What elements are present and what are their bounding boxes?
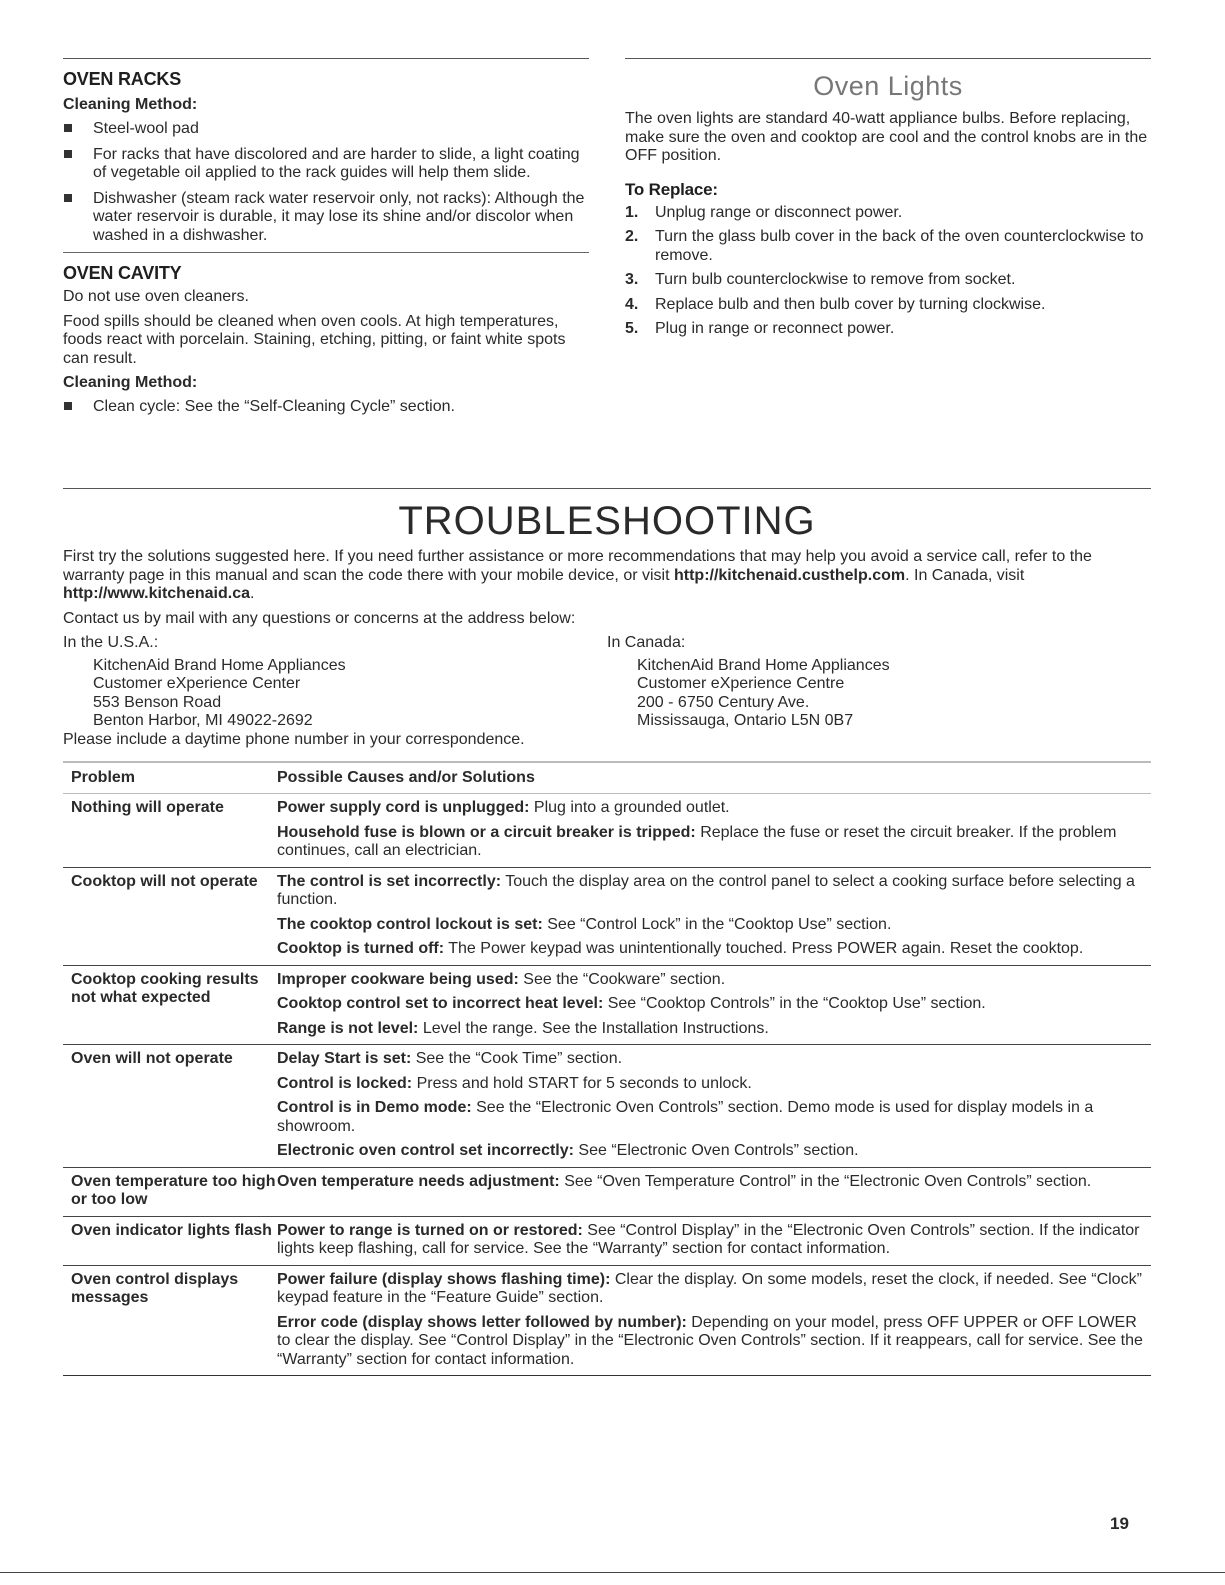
cause-label: Cooktop control set to incorrect heat level: xyxy=(277,995,604,1012)
step-number: 3. xyxy=(625,271,639,288)
solutions-cell xyxy=(277,1216,1151,1265)
solution-item xyxy=(277,1173,1151,1192)
us-address-lines xyxy=(63,657,607,731)
solution-item xyxy=(277,1314,1151,1370)
address-line: Mississauga, Ontario L5N 0B7 xyxy=(637,712,854,729)
step-number: 5. xyxy=(625,320,639,337)
cause-label: Range is not level: xyxy=(277,1019,419,1037)
solution-item xyxy=(277,940,1151,959)
table-row xyxy=(63,1265,1151,1376)
cause-label: Household fuse is blown or a circuit breaker is tripped: xyxy=(277,823,696,841)
address-line: 553 Benson Road xyxy=(93,693,222,711)
solution-item xyxy=(277,1050,1151,1069)
square-bullet-icon xyxy=(64,402,72,410)
table-row xyxy=(63,867,1151,965)
address-line: Customer eXperience Center xyxy=(93,675,301,692)
table-row xyxy=(63,965,1151,1045)
address-line: 200 - 6750 Century Ave. xyxy=(637,693,810,711)
canada-address-label: In Canada: xyxy=(607,634,686,651)
solution-item xyxy=(277,873,1151,910)
solution-text: See “Control Lock” in the “Cooktop Use” section. xyxy=(542,915,892,933)
troubleshooting-table xyxy=(63,761,1151,1376)
solutions-column-header: Possible Causes and/or Solutions xyxy=(277,762,1151,794)
cause-label: Cooktop is turned off: xyxy=(277,940,445,957)
solution-text: Depending on your model, press OFF UPPER or OFF LOWER to clear the display. See “Control Display” in the “Electronic Oven Controls” section. If it reappears, call for service. See the “Warranty” section for contact information. xyxy=(277,1313,1143,1368)
table-row xyxy=(63,1045,1151,1168)
oven-lights-intro: The oven lights are standard 40-watt appliance bulbs. Before replacing, make sure the oven and cooktop are cool and the control knobs are in the OFF position. xyxy=(625,110,1148,164)
solution-item xyxy=(277,1222,1151,1259)
solutions-cell xyxy=(277,1045,1151,1168)
address-line: Customer eXperience Centre xyxy=(637,675,845,692)
to-replace-heading: To Replace: xyxy=(625,179,718,199)
canada-address-lines xyxy=(607,657,1151,731)
cause-label: The control is set incorrectly: xyxy=(277,872,502,890)
problem-cell: Oven control displays messages xyxy=(63,1265,277,1376)
table-row xyxy=(63,1167,1151,1216)
solutions-cell xyxy=(277,794,1151,868)
cause-label: Power supply cord is unplugged: xyxy=(277,799,530,816)
list-item xyxy=(63,120,589,139)
right-column xyxy=(625,58,1151,488)
cause-label: Control is in Demo mode: xyxy=(277,1099,472,1116)
support-link-us[interactable]: http://kitchenaid.custhelp.com xyxy=(673,566,906,584)
solution-text: See “Cooktop Controls” in the “Cooktop Use” section. xyxy=(603,995,986,1012)
problem-cell: Nothing will operate xyxy=(63,794,277,868)
cause-label: Improper cookware being used: xyxy=(277,970,519,988)
solution-text: Replace the fuse or reset the circuit breaker. If the problem continues, call an electrician. xyxy=(277,823,1117,859)
solutions-cell xyxy=(277,965,1151,1045)
solution-text: The Power keypad was unintentionally touched. Press POWER again. Reset the cooktop. xyxy=(444,940,1084,957)
oven-cavity-text: Do not use oven cleaners. xyxy=(63,288,249,305)
replace-steps xyxy=(625,204,1151,339)
oven-cavity-list xyxy=(63,398,589,417)
solution-text: See the “Cookware” section. xyxy=(518,970,726,988)
oven-lights-heading: Oven Lights xyxy=(813,71,963,101)
intro-text: . xyxy=(249,585,255,602)
oven-cavity-text: Food spills should be cleaned when oven cools. At high temperatures, foods react with porcelain. Staining, etching, pitting, or faint white spots can result. xyxy=(63,312,566,367)
list-item xyxy=(63,190,589,246)
cause-label: Electronic oven control set incorrectly: xyxy=(277,1142,574,1159)
troubleshooting-intro xyxy=(63,548,1151,604)
square-bullet-icon xyxy=(64,124,72,132)
list-item xyxy=(63,146,589,183)
step-item xyxy=(625,228,1151,265)
problem-cell: Oven temperature too high or too low xyxy=(63,1167,277,1216)
step-text: Unplug range or disconnect power. xyxy=(655,203,903,221)
solution-item xyxy=(277,995,1151,1014)
solution-text: See “Oven Temperature Control” in the “Electronic Oven Controls” section. xyxy=(559,1172,1092,1190)
step-number: 4. xyxy=(625,295,639,313)
page-number: 19 xyxy=(1110,1514,1129,1533)
step-number: 1. xyxy=(625,203,639,221)
phone-note: Please include a daytime phone number in your correspondence. xyxy=(63,730,525,748)
left-column xyxy=(63,58,589,488)
address-line: KitchenAid Brand Home Appliances xyxy=(93,656,346,674)
oven-racks-heading: OVEN RACKS xyxy=(63,69,182,89)
cause-label: Error code (display shows letter followed by number): xyxy=(277,1313,687,1331)
solution-text: See “Electronic Oven Controls” section. xyxy=(573,1142,859,1159)
solution-text: Touch the display area on the control panel to select a cooking surface before selecting a function. xyxy=(277,872,1135,908)
oven-racks-cleaning-label: Cleaning Method: xyxy=(63,96,198,113)
solution-text: Level the range. See the Installation Instructions. xyxy=(418,1019,769,1037)
solution-item xyxy=(277,1020,1151,1039)
problem-column-header: Problem xyxy=(63,762,277,794)
bottom-border xyxy=(0,1572,1225,1573)
us-address xyxy=(63,634,607,731)
cause-label: Delay Start is set: xyxy=(277,1050,412,1067)
list-item xyxy=(63,398,589,417)
cause-label: The cooktop control lockout is set: xyxy=(277,915,543,933)
table-header-row xyxy=(63,762,1151,794)
oven-cavity-cleaning-label: Cleaning Method: xyxy=(63,374,198,391)
solution-item xyxy=(277,916,1151,935)
solution-text: Clear the display. On some models, reset the clock, if needed. See “Clock” keypad feature in the “Feature Guide” section. xyxy=(277,1270,1142,1306)
table-row xyxy=(63,1216,1151,1265)
solution-text: See the “Electronic Oven Controls” section. Demo mode is used for display models in a showroom. xyxy=(277,1099,1094,1135)
solutions-cell xyxy=(277,867,1151,965)
solution-item xyxy=(277,1142,1151,1161)
solution-item xyxy=(277,971,1151,990)
solution-item xyxy=(277,799,1151,818)
intro-text: . In Canada, visit xyxy=(905,566,1025,584)
cause-label: Oven temperature needs adjustment: xyxy=(277,1172,560,1190)
solution-text: See the “Cook Time” section. xyxy=(411,1050,623,1067)
list-item-text: Steel-wool pad xyxy=(93,120,199,137)
step-number: 2. xyxy=(625,228,639,245)
list-item-text: Clean cycle: See the “Self-Cleaning Cycle” section. xyxy=(93,398,455,415)
step-item xyxy=(625,271,1151,290)
cause-label: Power to range is turned on or restored: xyxy=(277,1221,583,1239)
address-line: KitchenAid Brand Home Appliances xyxy=(637,656,890,674)
address-line: Benton Harbor, MI 49022-2692 xyxy=(93,712,313,729)
solution-text: See “Control Display” in the “Electronic Oven Controls” section. If the indicator lights keep flashing, call for service. See the “Warranty” section for contact information. xyxy=(277,1221,1140,1257)
cause-label: Power failure (display shows flashing time): xyxy=(277,1270,611,1288)
cause-label: Control is locked: xyxy=(277,1074,413,1092)
problem-cell: Cooktop cooking results not what expected xyxy=(63,965,277,1045)
list-item-text: For racks that have discolored and are harder to slide, a light coating of vegetable oil applied to the rack guides will help them slide. xyxy=(93,145,580,181)
table-row xyxy=(63,794,1151,868)
oven-cavity-heading: OVEN CAVITY xyxy=(63,263,182,283)
solution-text: Plug into a grounded outlet. xyxy=(529,799,730,816)
square-bullet-icon xyxy=(64,194,72,202)
intro-text: First try the solutions suggested here. If you need further assistance or more recommendations that may help you avoid a service call, refer to the warranty page in this manual and scan the code there with your mobile device, or visit xyxy=(63,548,1092,584)
solution-text: Press and hold START for 5 seconds to unlock. xyxy=(412,1074,752,1092)
divider xyxy=(63,58,589,59)
step-text: Turn the glass bulb cover in the back of the oven counterclockwise to remove. xyxy=(655,228,1144,264)
problem-cell: Oven indicator lights flash xyxy=(63,1216,277,1265)
support-link-canada[interactable]: http://www.kitchenaid.ca xyxy=(63,585,250,602)
oven-racks-list xyxy=(63,120,589,245)
solution-item xyxy=(277,1075,1151,1094)
divider xyxy=(625,58,1151,59)
step-text: Replace bulb and then bulb cover by turning clockwise. xyxy=(655,295,1046,313)
square-bullet-icon xyxy=(64,150,72,158)
step-item xyxy=(625,320,1151,339)
problem-cell: Cooktop will not operate xyxy=(63,867,277,965)
us-address-label: In the U.S.A.: xyxy=(63,634,159,651)
solution-item xyxy=(277,1099,1151,1136)
divider xyxy=(63,252,589,253)
problem-cell: Oven will not operate xyxy=(63,1045,277,1168)
addresses xyxy=(63,634,1151,731)
divider xyxy=(63,488,1151,489)
solutions-cell xyxy=(277,1265,1151,1376)
step-text: Turn bulb counterclockwise to remove from socket. xyxy=(655,271,1016,288)
manual-page xyxy=(63,58,1151,1376)
step-item xyxy=(625,296,1151,315)
canada-address xyxy=(607,634,1151,731)
list-item-text: Dishwasher (steam rack water reservoir only, not racks): Although the water reservoir is durable, it may lose its shine and/or discolor when washed in a dishwasher. xyxy=(93,189,585,244)
solution-item xyxy=(277,824,1151,861)
solution-item xyxy=(277,1271,1151,1308)
step-text: Plug in range or reconnect power. xyxy=(655,320,895,337)
top-section xyxy=(63,58,1151,488)
step-item xyxy=(625,204,1151,223)
troubleshooting-title: TROUBLESHOOTING xyxy=(398,499,816,543)
contact-text: Contact us by mail with any questions or concerns at the address below: xyxy=(63,609,576,627)
solutions-cell xyxy=(277,1167,1151,1216)
